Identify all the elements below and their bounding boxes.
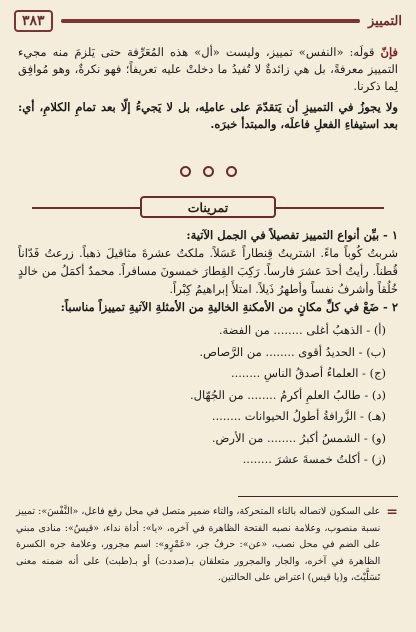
exercise-2-prompt: ٢ - ضَعْ في كلِّ مكانٍ من الأمكنةِ الخاليةِ من الأمثلةِ الآتيةِ تمييزاً مناسباً: [60, 300, 398, 314]
main-text [18, 44, 398, 137]
exercise-1-prompt: ١ - بيِّن أنواع التمييز تفصيلاً في الجمل الآتية: [186, 228, 398, 242]
running-title: التمييز [367, 13, 402, 29]
exercise-item: (و) - الشمسُ أكبرُ ........ من الأرض. [211, 430, 386, 445]
exercise-item: (ب) - الحديدُ أقوى ........ من الرَّصاص. [199, 344, 386, 359]
header-rule [61, 19, 360, 23]
section-title: تمرينات [140, 196, 276, 218]
exercise-1-text: شربتُ كُوباً ماءً. اشتريتُ قِنطاراً عَسَلاً. ملكتُ عشرةَ مثاقيلَ ذهباً. زرعتُ فَدّاناً قُطناً. رأيتُ أحدَ عشرَ فارساً. رَكِبَ القِطارَ خمسونَ مسافراً. محمدٌ أكمَلُ من خالدٍ خُلُقاً وأشرفُ نفساً وأطهرُ ذَيلاً. امتلأَ إبراهيمُ كِبْراً. [18, 246, 398, 296]
separator-circle [226, 166, 237, 177]
exercises [18, 226, 398, 471]
paragraph-2: ولا يجوزُ في التمييزِ أن يَتقدّمَ على عاملِه، بل لا يَجيءُ إلّا بعد تمامِ الكلامِ، أي: بعد استيفاءِ الفعلِ فاعلَه، والمبتدأ خبرَه. [18, 100, 398, 131]
separator-circle [203, 166, 214, 177]
footnote-continuation-mark: = [386, 504, 398, 520]
separator-circle [180, 166, 191, 177]
paragraph-1 [18, 44, 398, 95]
exercise-item: (ز) - أكلتُ خمسةَ عشرَ ........ [242, 452, 386, 466]
footnote [16, 504, 398, 587]
paragraph-text: قولَه: «النفس» تمييز، وليست «أل» هذه المُعَرِّفة حتى يَلزمَ منه مجيء التمييز معرفةً، بل هي زائدةٌ لا تُفيدُ ما دخلتْ عليه تعريفاً؛ فهو نكرةٌ، وهو مُوافِق لِما ذكرنا. [18, 45, 398, 93]
footnote-text: على السكون لاتصاله بالتاء المتحركة، والتاء ضمير متصل في محل رفع فاعل، «النَّفْسَ»: تمييز نسبة منصوب، وعلامة نصبه الفتحة الظاهرة في آخره، «يا»: أداة نداء، «قيسُ»: منادى مبني على الضم في محل نصب، «عن»: حرفُ جر، «عَمْرٍو»: اسم مجرور، وعلامة جره الكسرة الظاهرة في آخره، والجار والمجرور متعلقان بـ(صددت) أو بـ(طبت) على أنه ضمنه معنى تَسَلَّيْتَ، و(يا قيس) اعتراض على الحالتين. [16, 506, 381, 583]
exercise-item: (د) - طالبُ العلمِ أكرمُ ........ من الجُهّال. [190, 387, 386, 402]
section-separator [0, 166, 416, 182]
page-number: ٣٨٣ [14, 10, 53, 32]
exercise-item: (هـ) - الزَّرافةُ أطولُ الحيوانات ........ [211, 409, 386, 423]
paragraph-lead: فإنّ [380, 45, 398, 59]
exercise-2-items [18, 320, 398, 471]
exercise-item: (ج) - العلماءُ أصدقُ الناسِ ........ [230, 366, 386, 380]
page-header [14, 6, 402, 36]
footnote-rule [238, 496, 398, 497]
exercise-item: (أ) - الذهبُ أغلى ........ من الفضة. [218, 323, 386, 337]
